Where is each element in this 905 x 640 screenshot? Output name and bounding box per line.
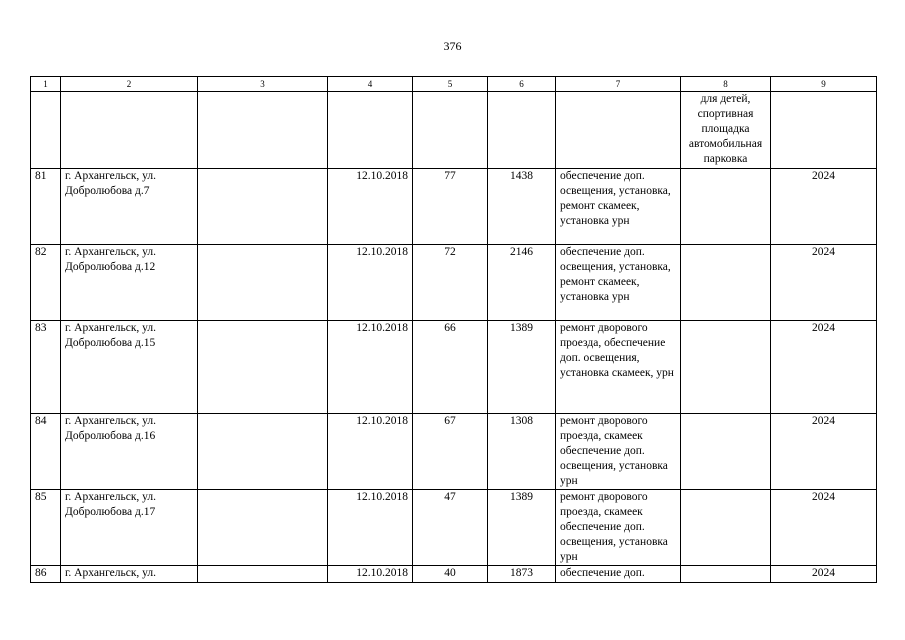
address-cell: г. Архангельск, ул. Добролюбова д.17 <box>61 490 198 566</box>
works-cell: ремонт дворового проезда, обеспечение доп. освещения, установка скамеек, урн <box>556 321 681 414</box>
date-cell: 12.10.2018 <box>328 321 413 414</box>
row-number: 81 <box>31 169 61 245</box>
cell-empty <box>328 92 413 169</box>
header-cell-4: 4 <box>328 77 413 92</box>
continuation-row <box>31 92 877 169</box>
votes-cell: 72 <box>413 245 488 321</box>
address-cell: г. Архангельск, ул. Добролюбова д.7 <box>61 169 198 245</box>
votes-cell: 66 <box>413 321 488 414</box>
cell-empty <box>31 92 61 169</box>
works-cell: ремонт дворового проезда, скамеек обеспечение доп. освещения, установка урн <box>556 414 681 490</box>
col3-cell <box>198 414 328 490</box>
extra-cell <box>681 321 771 414</box>
votes-cell: 47 <box>413 490 488 566</box>
votes-cell: 77 <box>413 169 488 245</box>
row-number: 85 <box>31 490 61 566</box>
col3-cell <box>198 566 328 583</box>
date-cell: 12.10.2018 <box>328 245 413 321</box>
table-row <box>31 169 877 245</box>
year-cell: 2024 <box>771 321 877 414</box>
col3-cell <box>198 169 328 245</box>
year-cell: 2024 <box>771 169 877 245</box>
address-cell: г. Архангельск, ул. Добролюбова д.12 <box>61 245 198 321</box>
area-cell: 1308 <box>488 414 556 490</box>
address-cell: г. Архангельск, ул. <box>61 566 198 583</box>
table-row <box>31 490 877 566</box>
header-cell-2: 2 <box>61 77 198 92</box>
area-cell: 1438 <box>488 169 556 245</box>
row-number: 83 <box>31 321 61 414</box>
table-row <box>31 566 877 583</box>
row-number: 84 <box>31 414 61 490</box>
header-cell-3: 3 <box>198 77 328 92</box>
works-cell: обеспечение доп. освещения, установка, ремонт скамеек, установка урн <box>556 169 681 245</box>
extra-cell <box>681 169 771 245</box>
address-cell: г. Архангельск, ул. Добролюбова д.16 <box>61 414 198 490</box>
cell-empty <box>488 92 556 169</box>
year-cell: 2024 <box>771 490 877 566</box>
year-cell: 2024 <box>771 414 877 490</box>
year-cell: 2024 <box>771 245 877 321</box>
header-cell-1: 1 <box>31 77 61 92</box>
area-cell: 2146 <box>488 245 556 321</box>
header-row <box>31 77 877 92</box>
cell-empty <box>413 92 488 169</box>
extra-cell <box>681 414 771 490</box>
votes-cell: 40 <box>413 566 488 583</box>
works-cell: обеспечение доп. освещения, установка, ремонт скамеек, установка урн <box>556 245 681 321</box>
header-cell-9: 9 <box>771 77 877 92</box>
area-cell: 1873 <box>488 566 556 583</box>
header-cell-6: 6 <box>488 77 556 92</box>
extra-cell <box>681 566 771 583</box>
date-cell: 12.10.2018 <box>328 566 413 583</box>
area-cell: 1389 <box>488 490 556 566</box>
votes-cell: 67 <box>413 414 488 490</box>
table-row <box>31 245 877 321</box>
table-row <box>31 414 877 490</box>
area-cell: 1389 <box>488 321 556 414</box>
address-cell: г. Архангельск, ул. Добролюбова д.15 <box>61 321 198 414</box>
works-cell: обеспечение доп. <box>556 566 681 583</box>
row-number: 82 <box>31 245 61 321</box>
date-cell: 12.10.2018 <box>328 490 413 566</box>
col3-cell <box>198 321 328 414</box>
continuation-col8: для детей, спортивная площадка автомобильная парковка <box>681 92 771 169</box>
row-number: 86 <box>31 566 61 583</box>
col3-cell <box>198 245 328 321</box>
extra-cell <box>681 245 771 321</box>
header-cell-7: 7 <box>556 77 681 92</box>
year-cell: 2024 <box>771 566 877 583</box>
cell-empty <box>771 92 877 169</box>
date-cell: 12.10.2018 <box>328 169 413 245</box>
data-table <box>30 76 877 583</box>
extra-cell <box>681 490 771 566</box>
works-cell: ремонт дворового проезда, скамеек обеспечение доп. освещения, установка урн <box>556 490 681 566</box>
header-cell-5: 5 <box>413 77 488 92</box>
table-row <box>31 321 877 414</box>
col3-cell <box>198 490 328 566</box>
date-cell: 12.10.2018 <box>328 414 413 490</box>
header-cell-8: 8 <box>681 77 771 92</box>
cell-empty <box>61 92 198 169</box>
cell-empty <box>556 92 681 169</box>
cell-empty <box>198 92 328 169</box>
page-number: 376 <box>443 39 462 53</box>
